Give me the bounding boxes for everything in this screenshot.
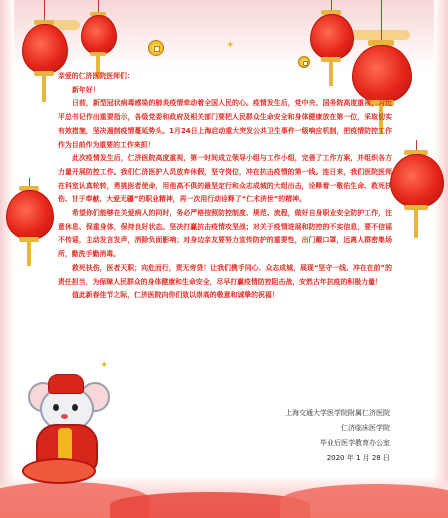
letter-paragraph: 日前，新型冠状病毒感染的肺炎疫情牵动着全国人民的心。疫情发生后，党中央、国务院高度重视，习近平总书记作出重要指示，各级党委和政府及相关部门要把人民群众生命安全和身体健康放在第一位，采取切实有效措施，坚决遏制疫情蔓延势头。1月24日上海启动重大突发公共卫生事件一级响应机制，把疫情防控工作作为目前作为重要的工作来抓！ bbox=[58, 99, 392, 149]
mouse-mascot-icon bbox=[22, 372, 112, 482]
letter-signature bbox=[285, 406, 390, 466]
gold-coin-icon bbox=[148, 40, 164, 56]
signature-college: 仁济临床医学院 bbox=[341, 424, 390, 432]
sparkle-icon: ✦ bbox=[100, 360, 109, 371]
letter-body bbox=[58, 70, 392, 303]
letter-paragraph: 值此新春佳节之际，仁济医院向你们致以崇高的敬意和诚挚的祝福！ bbox=[72, 291, 279, 300]
letter-paragraph: 此次疫情发生后，仁济医院高度重视，第一时间成立领导小组与工作小组，完善了工作方案，并组织各方力量开展防控工作。我们仁济医护人员放弃休假，坚守岗位，冲在抗击疫情的第一线。连日来，我们医院医师在科室认真轮转，勇挑医者使命，用他高不俱的最坚定行和众志成城的大组出击，诠释着一敬佑生命、救死扶伤、甘于奉献、大爱无疆”的职业精神，再一次用行动诠释了“仁术济世”的精神。 bbox=[58, 154, 392, 204]
lantern-icon bbox=[4, 178, 54, 288]
letter-greeting: 新年好！ bbox=[72, 85, 100, 94]
gold-coin-icon bbox=[298, 56, 310, 68]
lantern-icon bbox=[388, 140, 444, 260]
signature-hospital: 上海交通大学医学院附属仁济医院 bbox=[285, 409, 390, 417]
letter-paragraph: 救死扶伤，医者天职；向危而行，责无旁贷！让我们携手同心、众志成城，展现“坚守一线、冲在在前”的责任担当，为保障人民群众的身体健康和生命安全，尽早打赢疫情防控阻击战，安然古年抗疫的积极力量！ bbox=[58, 263, 392, 286]
letter-paragraph: 希望你们能够在关爱病人的同时，务必严格按照防控制度、规范、流程，做好自身职业安全防护工作，注意休息、保重身体，保持良好状态。坚决打赢抗击疫情攻坚战；对关于疫情进展和防控的不实信息，要不信谣不传谣，主动发言发声，消除负面影响；对身边亲友要努力宣传防护的重要性，出门戴口罩，远离人群密集场所，勤洗手勤消毒。 bbox=[58, 209, 392, 259]
letter-salutation: 亲爱的仁济医院医师们： bbox=[58, 72, 134, 80]
signature-office: 毕业后医学教育办公室 bbox=[320, 439, 390, 447]
bottom-wave bbox=[280, 484, 448, 518]
sparkle-icon: ✦ bbox=[226, 40, 235, 51]
signature-date: 2020 年 1 月 28 日 bbox=[326, 454, 390, 462]
